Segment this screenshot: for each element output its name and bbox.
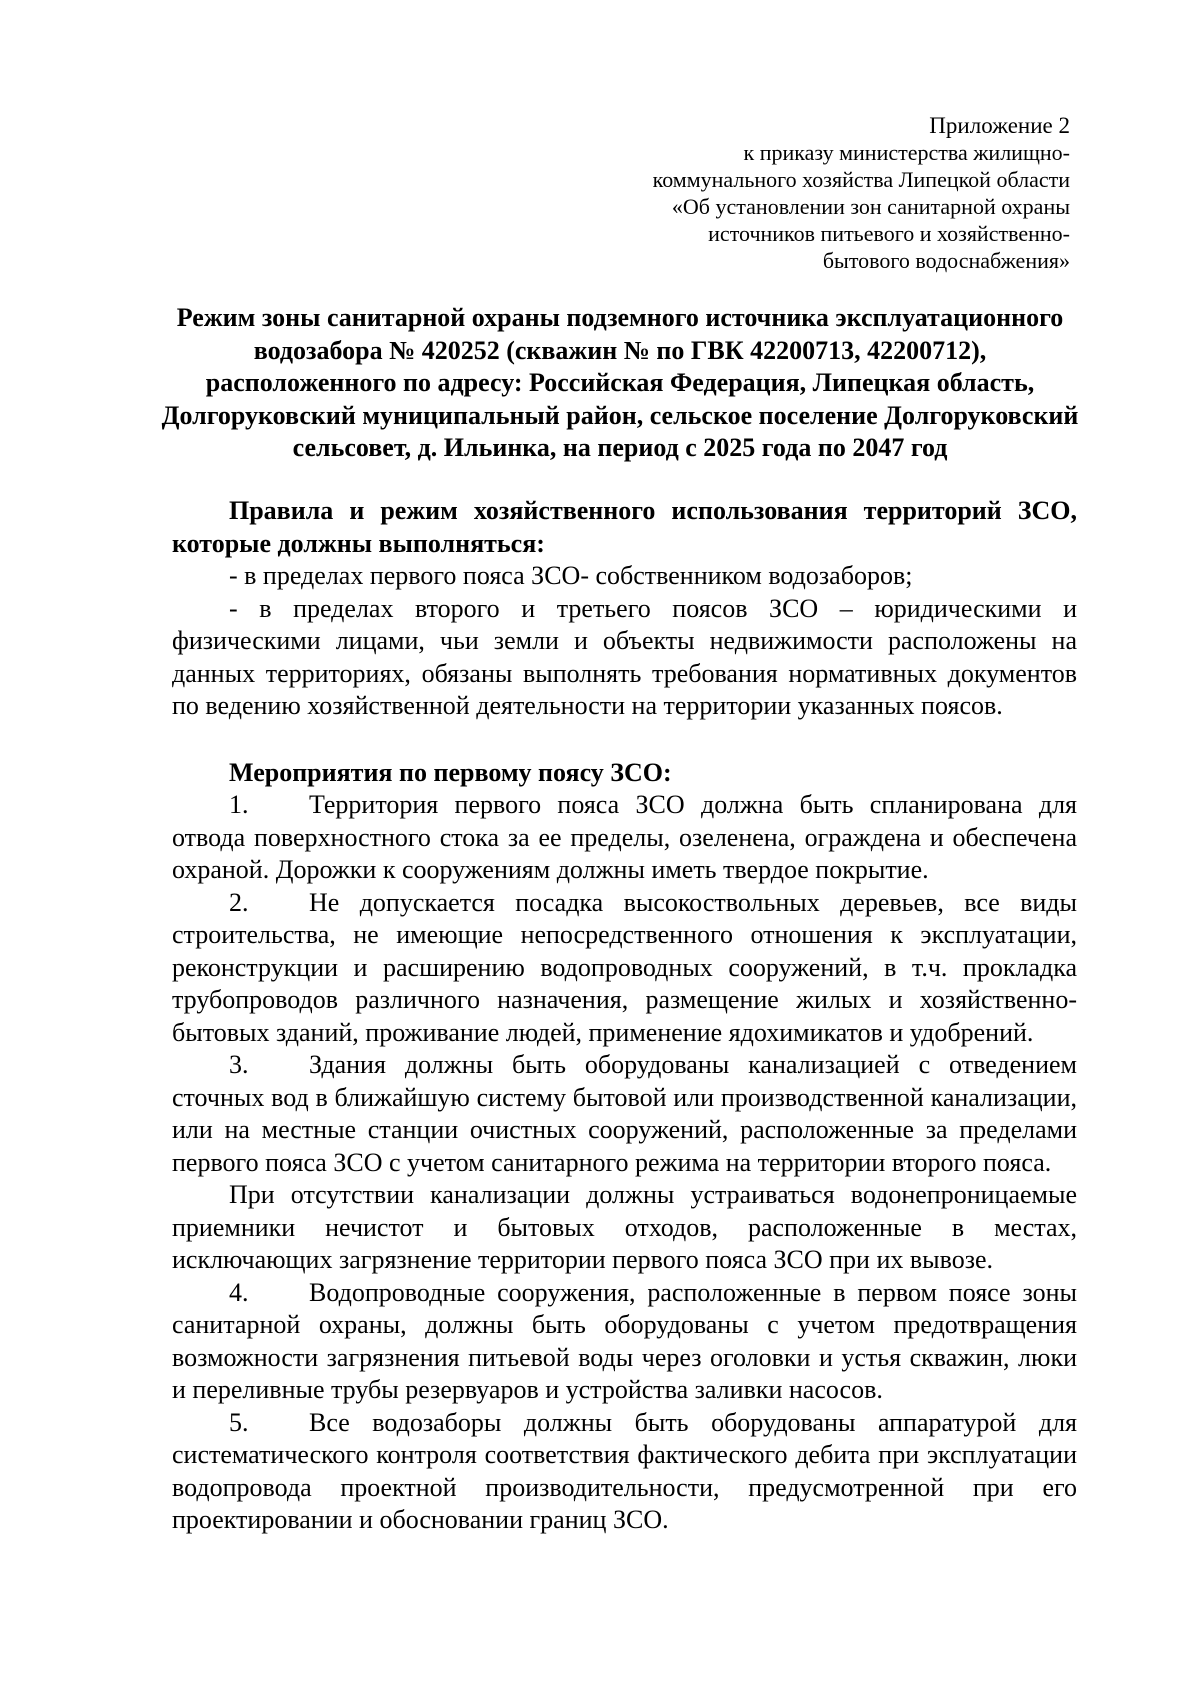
- first-belt-heading: Мероприятия по первому поясу ЗСО:: [229, 757, 672, 787]
- item-number: 3.: [229, 1050, 249, 1079]
- list-item: [172, 789, 1077, 887]
- rules-heading: Правила и режим хозяйственного использования территорий ЗСО, которые должны выполняться:: [172, 496, 1077, 558]
- appendix-number: Приложение 2: [929, 113, 1070, 138]
- rules-bullet: - в пределах второго и третьего поясов ЗСО – юридическими и физическими лицами, чьи земли и объекты недвижимости расположены на данных территориях, обязаны выполнять требования нормативных документов по ведению хозяйственной деятельности на территории указанных поясов.: [172, 593, 1077, 720]
- item-number: 2.: [229, 887, 249, 917]
- appendix-order-line: «Об установлении зон санитарной охраны: [671, 194, 1070, 219]
- list-item: [172, 1407, 1077, 1537]
- document-body: [172, 495, 1077, 1537]
- item-text: Водопроводные сооружения, расположенные в первом поясе зоны санитарной охраны, должны быть оборудованы с учетом предотвращения возможности загрязнения питьевой воды через оголовки и устья скважин, люки и переливные трубы резервуаров и устройства заливки насосов.: [172, 1277, 1077, 1404]
- item-number: 5.: [229, 1407, 249, 1437]
- item-text: Здания должны быть оборудованы канализацией с отведением сточных вод в ближайшую систему бытовой или производственной канализации, или на местные станции очистных сооружений, расположенные за пределами первого пояса ЗСО с учетом санитарного режима на территории второго пояса.: [172, 1050, 1077, 1177]
- appendix-order-line: к приказу министерства жилищно-: [743, 140, 1070, 165]
- list-item: [172, 887, 1077, 1050]
- rules-bullet: - в пределах первого пояса ЗСО- собственником водозаборов;: [229, 561, 913, 590]
- document-title: Режим зоны санитарной охраны подземного источника эксплуатационного водозабора № 420252 (скважин № по ГВК 42200713, 42200712), расположенного по адресу: Российская Федерация, Липецкая область, Долгоруковский муниципальный район, сельское поселение Долгоруковский сельсовет, д. Ильинка, на период с 2025 года по 2047 год: [161, 303, 1079, 462]
- appendix-order-line: бытового водоснабжения»: [822, 248, 1070, 273]
- sewage-note: При отсутствии канализации должны устраиваться водонепроницаемые приемники нечистот и бытовых отходов, расположенные в местах, исключающих загрязнение территории первого пояса ЗСО при их вывозе.: [172, 1180, 1077, 1274]
- list-item: [172, 1049, 1077, 1179]
- item-text: Не допускается посадка высокоствольных деревьев, все виды строительства, не имеющие непосредственного отношения к эксплуатации, реконструкции и расширению водопроводных сооружений, в т.ч. прокладка трубопроводов различного назначения, размещение жилых и хозяйственно-бытовых зданий, проживание людей, применение ядохимикатов и удобрений.: [172, 887, 1077, 1047]
- item-text: Территория первого пояса ЗСО должна быть спланирована для отвода поверхностного стока за ее пределы, озеленена, ограждена и обеспечена охраной. Дорожки к сооружениям должны иметь твердое покрытие.: [172, 790, 1077, 884]
- appendix-order-line: источников питьевого и хозяйственно-: [708, 221, 1070, 246]
- appendix-order-line: коммунального хозяйства Липецкой области: [652, 167, 1070, 192]
- item-text: Все водозаборы должны быть оборудованы аппаратурой для систематического контроля соответствия фактического дебита при эксплуатации водопровода проектной производительности, предусмотренной при его проектировании и обосновании границ ЗСО.: [172, 1407, 1077, 1534]
- item-number: 1.: [229, 790, 249, 819]
- list-item: [172, 1277, 1077, 1407]
- appendix-header: [510, 112, 1070, 274]
- item-number: 4.: [229, 1277, 249, 1307]
